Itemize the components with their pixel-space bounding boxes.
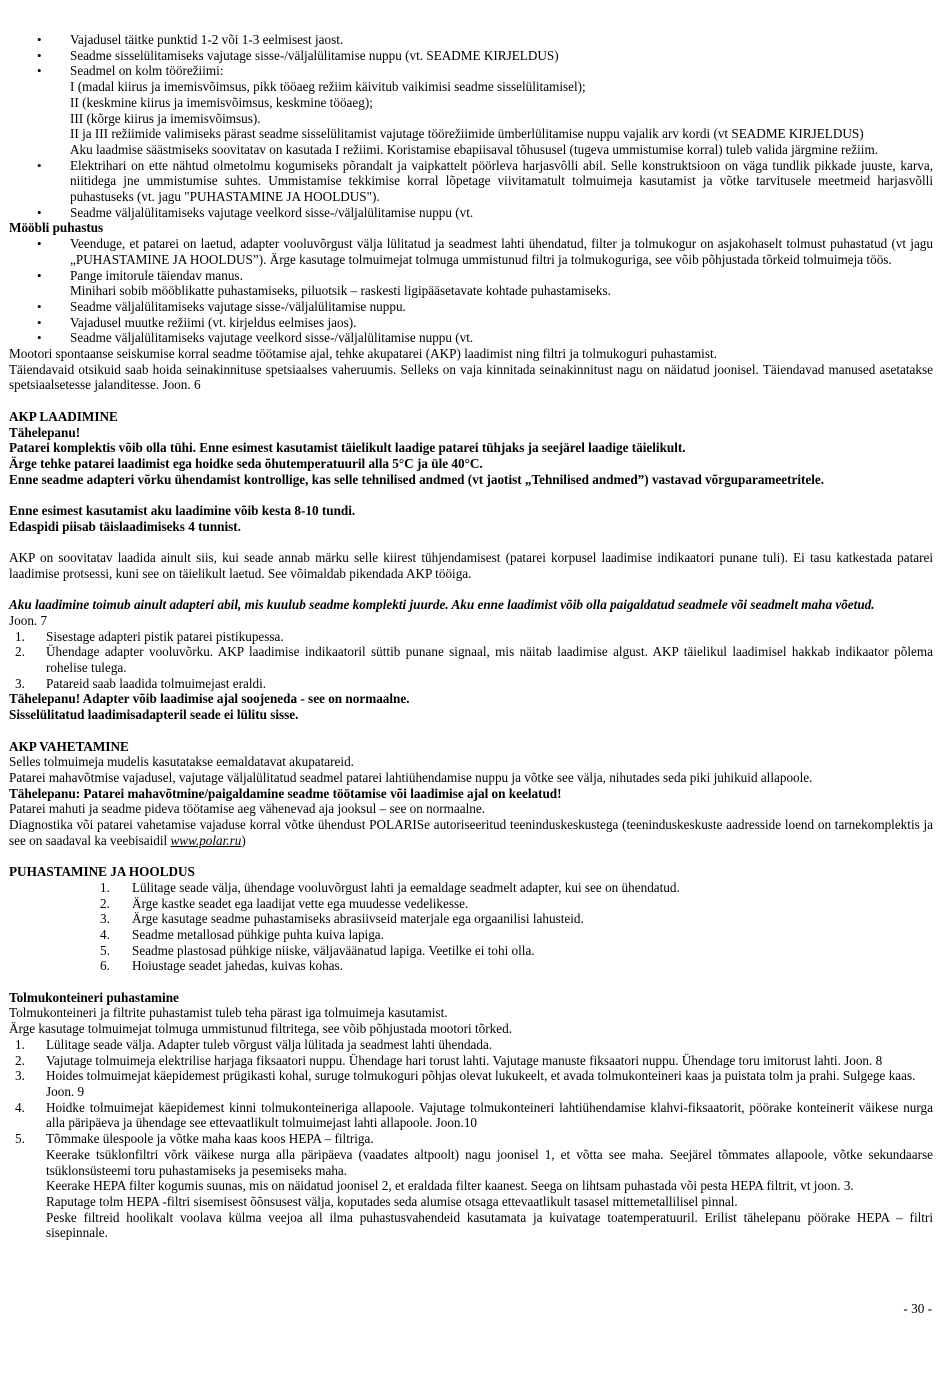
- bullet-item: [9, 299, 933, 315]
- replacement-warning: Tähelepanu: Patarei mahavõtmine/paigaldamine seadme töötamise või laadimise ajal on keelatud!: [9, 785, 562, 801]
- adapter-note: Aku laadimine toimub ainult adapteri abil, mis kuulub seadme komplekti juurde. Aku enne laadimist võib olla paigaldatud seadmele või seadmelt maha võetud.: [9, 597, 875, 613]
- replacement-line: Patarei mahuti ja seadme pideva töötamise aeg vähenevad aja jooksul – see on normaalne.: [9, 801, 486, 817]
- bullet-text: • Seadme väljalülitamiseks vajutage veelkord sisse-/väljalülitamise nuppu (vt.: [70, 204, 474, 220]
- item-text: Raputage tolm HEPA -filtri sisemisest õõnsusest välja, koputades seda alumise otsaga ettevaatlikult tasasel mittemetallilisel pinnal.: [46, 1193, 738, 1209]
- bullet-text: • Seadme väljalülitamiseks vajutage veelkord sisse-/väljalülitamise nuppu (vt.: [70, 330, 474, 346]
- item-text: Ärge kastke seadet ega laadijat vette ega muudesse vedelikesse.: [132, 895, 469, 911]
- polar-website-link[interactable]: www.polar.ru: [170, 832, 242, 848]
- bullet-item: [9, 268, 933, 299]
- item-text: Hoides tolmuimejat käepidemest prügikasti kohal, suruge tolmukoguri põhjas olevat lukukeelt, et avada tolmukonteineri kaas ja puistata tolm ja prahi. Sulgege kaas.: [46, 1068, 916, 1084]
- numbered-item: [9, 880, 933, 896]
- item-number: 4.: [100, 926, 110, 942]
- cleaning-heading: PUHASTAMINE JA HOOLDUS: [9, 864, 195, 880]
- first-charge-line: Enne esimest kasutamist aku laadimine võib kesta 8-10 tundi.: [9, 503, 356, 519]
- charging-recommendation: AKP on soovitatav laadida ainult siis, kui seade annab märku selle kiirest tühjendamisest (patarei korpusel laadimise indikaatori punane tuli). Ei tasu katkestada patarei laadimise protsessi, kuni see on täielikult laetud. See võimaldab pikendada AKP tööiga.: [9, 550, 933, 581]
- page-number: - 30 -: [903, 1301, 932, 1316]
- item-text: Peske filtreid hoolikalt voolava külma veejoa all ilma puhastusvahendeid kasutamata ja kuivatage toatemperatuuril. Erilist tähelepanu pöörake HEPA – filtri sisepinnale.: [46, 1209, 933, 1241]
- item-text: Keerake tsüklonfiltri võrk väikese nurga alla päripäeva (vaadates altpoolt) nagu joonisel 1, et võtta see maha. Seejärel tõmmates allapoole, võtke sekundaarse tsüklonsüsteemi toru puhastamiseks ja pesemiseks maha.: [46, 1146, 933, 1178]
- item-text: Sisestage adapteri pistik patarei pistikupessa.: [46, 628, 284, 644]
- furniture-heading: Mööbli puhastus: [9, 220, 104, 236]
- numbered-item: [9, 896, 933, 912]
- numbered-item: [9, 911, 933, 927]
- replacement-line: Selles tolmuimeja mudelis kasutatakse eemaldatavat akupatareid.: [9, 754, 354, 770]
- bullet-text: • Seadme sisselülitamiseks vajutage sisse-/väljalülitamise nuppu (vt. SEADME KIRJELDUS): [70, 47, 559, 63]
- item-number: 5.: [15, 1131, 25, 1147]
- bullet-text: • Vajadusel täitke punktid 1-2 või 1-3 eelmisest jaost.: [70, 32, 344, 47]
- numbered-item: [9, 1100, 933, 1131]
- charging-warning-line: Patarei komplektis võib olla tühi. Enne esimest kasutamist täielikult laadige patarei tühjaks ja seejärel laadige täielikult.: [9, 440, 686, 456]
- item-text: Keerake HEPA filter kogumis suunas, mis on näidatud joonisel 2, et eraldada filter kaanest. Seega on lihtsam puhastada või pesta HEPA filtrit, vt joon. 3.: [46, 1178, 854, 1194]
- item-number: 3.: [15, 675, 25, 691]
- bullet-item: [9, 158, 933, 205]
- item-text: Lülitage seade välja. Adapter tuleb võrgust välja lülitada ja seadmest lahti ühendada.: [46, 1036, 493, 1052]
- item-number: 3.: [100, 911, 110, 927]
- charging-warning-heading: Tähelepanu!: [9, 424, 81, 440]
- motor-note: Mootori spontaanse seiskumise korral seadme töötamise ajal, tehke akupatarei (AKP) laadimist ning filtri ja tolmukoguri puhastamist.: [9, 346, 717, 362]
- bullet-text: I (madal kiirus ja imemisvõimsus, pikk tööaeg režiim käivitub vaikimisi seadme sisselülitamisel);: [70, 79, 586, 95]
- item-number: 4.: [15, 1099, 25, 1115]
- diagnostics-close: ): [241, 832, 246, 848]
- bullet-text: Minihari sobib mööblikatte puhastamiseks, piluotsik – raskesti ligipääsetavate kohtade puhastamiseks.: [70, 283, 611, 299]
- numbered-item: [9, 927, 933, 943]
- item-number: 2.: [15, 644, 25, 660]
- bullet-item: [9, 315, 933, 331]
- numbered-item: [9, 1037, 933, 1053]
- bullet-item: [9, 236, 933, 267]
- charging-warning-line: Enne seadme adapteri võrku ühendamist kontrollige, kas selle tehnilised andmed (vt jaotist „Tehnilised andmed”) vastavad võrguparameetritele.: [9, 471, 825, 487]
- item-number: 6.: [100, 958, 110, 974]
- container-heading: Tolmukonteineri puhastamine: [9, 989, 179, 1005]
- diagnostics-text: Diagnostika või patarei vahetamise vajaduse korral võtke ühendust POLARISe autoriseeritud teeninduskeskustega (teeninduskeskuste aadresside loend on tarnekomplektis ja see on saadaval ka veebisaidil: [9, 817, 933, 848]
- bullet-text: Aku laadmise säästmiseks soovitatav on kasutada I režiimi. Koristamise ebapiisaval tõhususel (tugeva ummistumise korral) tuleb valida järgmine režiim.: [70, 141, 879, 157]
- charging-heading: AKP LAADIMINE: [9, 408, 118, 424]
- figure-ref: Joon. 7: [9, 612, 48, 628]
- manual-page: [9, 32, 933, 1241]
- furniture-bullet-list: [9, 236, 933, 346]
- bullet-item: [9, 32, 933, 48]
- intro-bullet-list: [9, 32, 933, 220]
- accessories-note: Täiendavaid otsikuid saab hoida seinakinnituse spetsiaalses vaheruumis. Selleks on vaja kinnitada seinakinnitust nagu on näidatud joonisel. Täiendavad manused asetatakse spetsiaalsetesse jalanditesse. Joon. 6: [9, 361, 933, 393]
- item-text: Ärge kasutage seadme puhastamiseks abrasiivseid materjale ega orgaanilisi lahusteid.: [132, 911, 584, 927]
- charging-final-warning: Tähelepanu! Adapter võib laadimise ajal soojeneda - see on normaalne.: [9, 691, 410, 707]
- charging-steps-list: [9, 629, 933, 692]
- replacement-line: Patarei mahavõtmise vajadusel, vajutage väljalülitatud seadmel patarei lahtiühendamise nuppu ja võtke see välja, nihutades seda piki juhikuid allapoole.: [9, 769, 813, 785]
- item-text: Tõmmake ülespoole ja võtke maha kaas koos HEPA – filtriga.: [46, 1131, 374, 1147]
- item-number: 5.: [100, 942, 110, 958]
- numbered-item: [9, 1053, 933, 1069]
- bullet-item: [9, 63, 933, 157]
- diagnostics-note: [9, 817, 933, 848]
- bullet-item: [9, 48, 933, 64]
- charging-warning-line: Ärge tehke patarei laadimist ega hoidke seda õhutemperatuuril alla 5°C ja üle 40°C.: [9, 455, 483, 471]
- first-charge-line: Edaspidi piisab täislaadimiseks 4 tunnist.: [9, 518, 241, 534]
- bullet-text: • Pange imitorule täiendav manus.: [70, 267, 243, 283]
- item-number: 3.: [15, 1068, 25, 1084]
- numbered-item: [9, 943, 933, 959]
- item-text: Seadme plastosad pühkige niiske, väljaväänatud lapiga. Veetilke ei tohi olla.: [132, 942, 535, 958]
- replacement-heading: AKP VAHETAMINE: [9, 738, 129, 754]
- item-text: Hoiustage seadet jahedas, kuivas kohas.: [132, 958, 343, 974]
- numbered-item: [9, 958, 933, 974]
- bullet-text: II ja III režiimide valimiseks pärast seadme sisselülitamist vajutage töörežiimide ümberlülitamise nuppu vajalik arv kordi (vt SEADME KIRJELDUS): [70, 126, 864, 142]
- item-text: Seadme metallosad pühkige puhta kuiva lapiga.: [132, 926, 384, 942]
- item-number: 1.: [15, 628, 25, 644]
- item-number: 1.: [100, 879, 110, 895]
- charging-final-warning: Sisselülitatud laadimisadapteril seade ei lülitu sisse.: [9, 707, 299, 723]
- cleaning-steps-list: [9, 880, 933, 974]
- bullet-text: • Veenduge, et patarei on laetud, adapter vooluvõrgust välja lülitatud ja seadmest lahti ühendatud, filter ja tolmukogur on asjakohaselt tolmust puhastatud (vt jagu „PUHASTAMINE JA HOOLDUS”). Ärge kasutage tolmuimejat tolmuga ummistunud filtri ja tolmukoguriga, see võib põhjustada tõrkeid tolmuimeja töös.: [70, 236, 933, 267]
- bullet-text: II (keskmine kiirus ja imemisvõimsus, keskmine tööaeg);: [70, 94, 373, 110]
- bullet-text: • Vajadusel muutke režiimi (vt. kirjeldus eelmises jaos).: [70, 314, 357, 330]
- item-number: 1.: [15, 1036, 25, 1052]
- container-line: Tolmukonteineri ja filtrite puhastamist tuleb teha pärast iga tolmuimeja kasutamist.: [9, 1005, 448, 1021]
- bullet-text: III (kõrge kiirus ja imemisvõimsus).: [70, 110, 261, 126]
- item-text: Hoidke tolmuimejat käepidemest kinni tolmukonteineriga allapoole. Vajutage tolmukonteineri lahtiühendamise klahvi-fiksaatorit, pöörake konteinerit väikese nurga alla päripäeva ja ühendage see ettevaatlikult tolmuimejast lahti allapoole. Joon.10: [46, 1099, 933, 1131]
- numbered-item: [9, 1068, 933, 1099]
- numbered-item: [9, 1131, 933, 1241]
- bullet-text: • Seadme väljalülitamiseks vajutage sisse-/väljalülitamise nuppu.: [70, 298, 406, 314]
- item-text: Ühendage adapter vooluvõrku. AKP laadimise indikaatoril süttib punane signaal, mis näitab laadimise algust. AKP täielikul laadimisel hakkab indikaator põlema rohelise tulega.: [46, 644, 933, 676]
- item-text: Vajutage tolmuimeja elektrilise harjaga fiksaatori nuppu. Ühendage hari torust lahti. Vajutage manuste fiksaatori nuppu. Ühendage toru imitorust lahti. Joon. 8: [46, 1052, 883, 1068]
- numbered-item: [9, 629, 933, 645]
- item-text: Patareid saab laadida tolmuimejast eraldi.: [46, 675, 267, 691]
- item-number: 2.: [100, 895, 110, 911]
- container-steps-list: [9, 1037, 933, 1241]
- item-text: Lülitage seade välja, ühendage vooluvõrgust lahti ja eemaldage seadmelt adapter, kui see on ühendatud.: [132, 879, 680, 895]
- bullet-item: [9, 205, 933, 221]
- numbered-item: [9, 644, 933, 675]
- bullet-text: • Elektrihari on ette nähtud olmetolmu kogumiseks põrandalt ja vaipkattelt pöörleva harjasvõlli abil. Selle konstruktsioon on väga tundlik pikkade juuste, karva, niitidega jne ummistumise suhtes. Ummistamise tekkimise korral lõpetage viivitamatult tolmuimeja kasutamist ja võtke tarvitusele meetmeid harjasvõlli puhastuseks (vt. jagu "PUHASTAMINE JA HOOLDUS").: [70, 157, 933, 205]
- item-number: 2.: [15, 1052, 25, 1068]
- item-text: Joon. 9: [46, 1084, 85, 1099]
- container-line: Ärge kasutage tolmuimejat tolmuga ummistunud filtritega, see võib põhjustada mootori tõrked.: [9, 1021, 512, 1037]
- numbered-item: [9, 676, 933, 692]
- bullet-item: [9, 330, 933, 346]
- bullet-text: • Seadmel on kolm töörežiimi:: [70, 63, 224, 79]
